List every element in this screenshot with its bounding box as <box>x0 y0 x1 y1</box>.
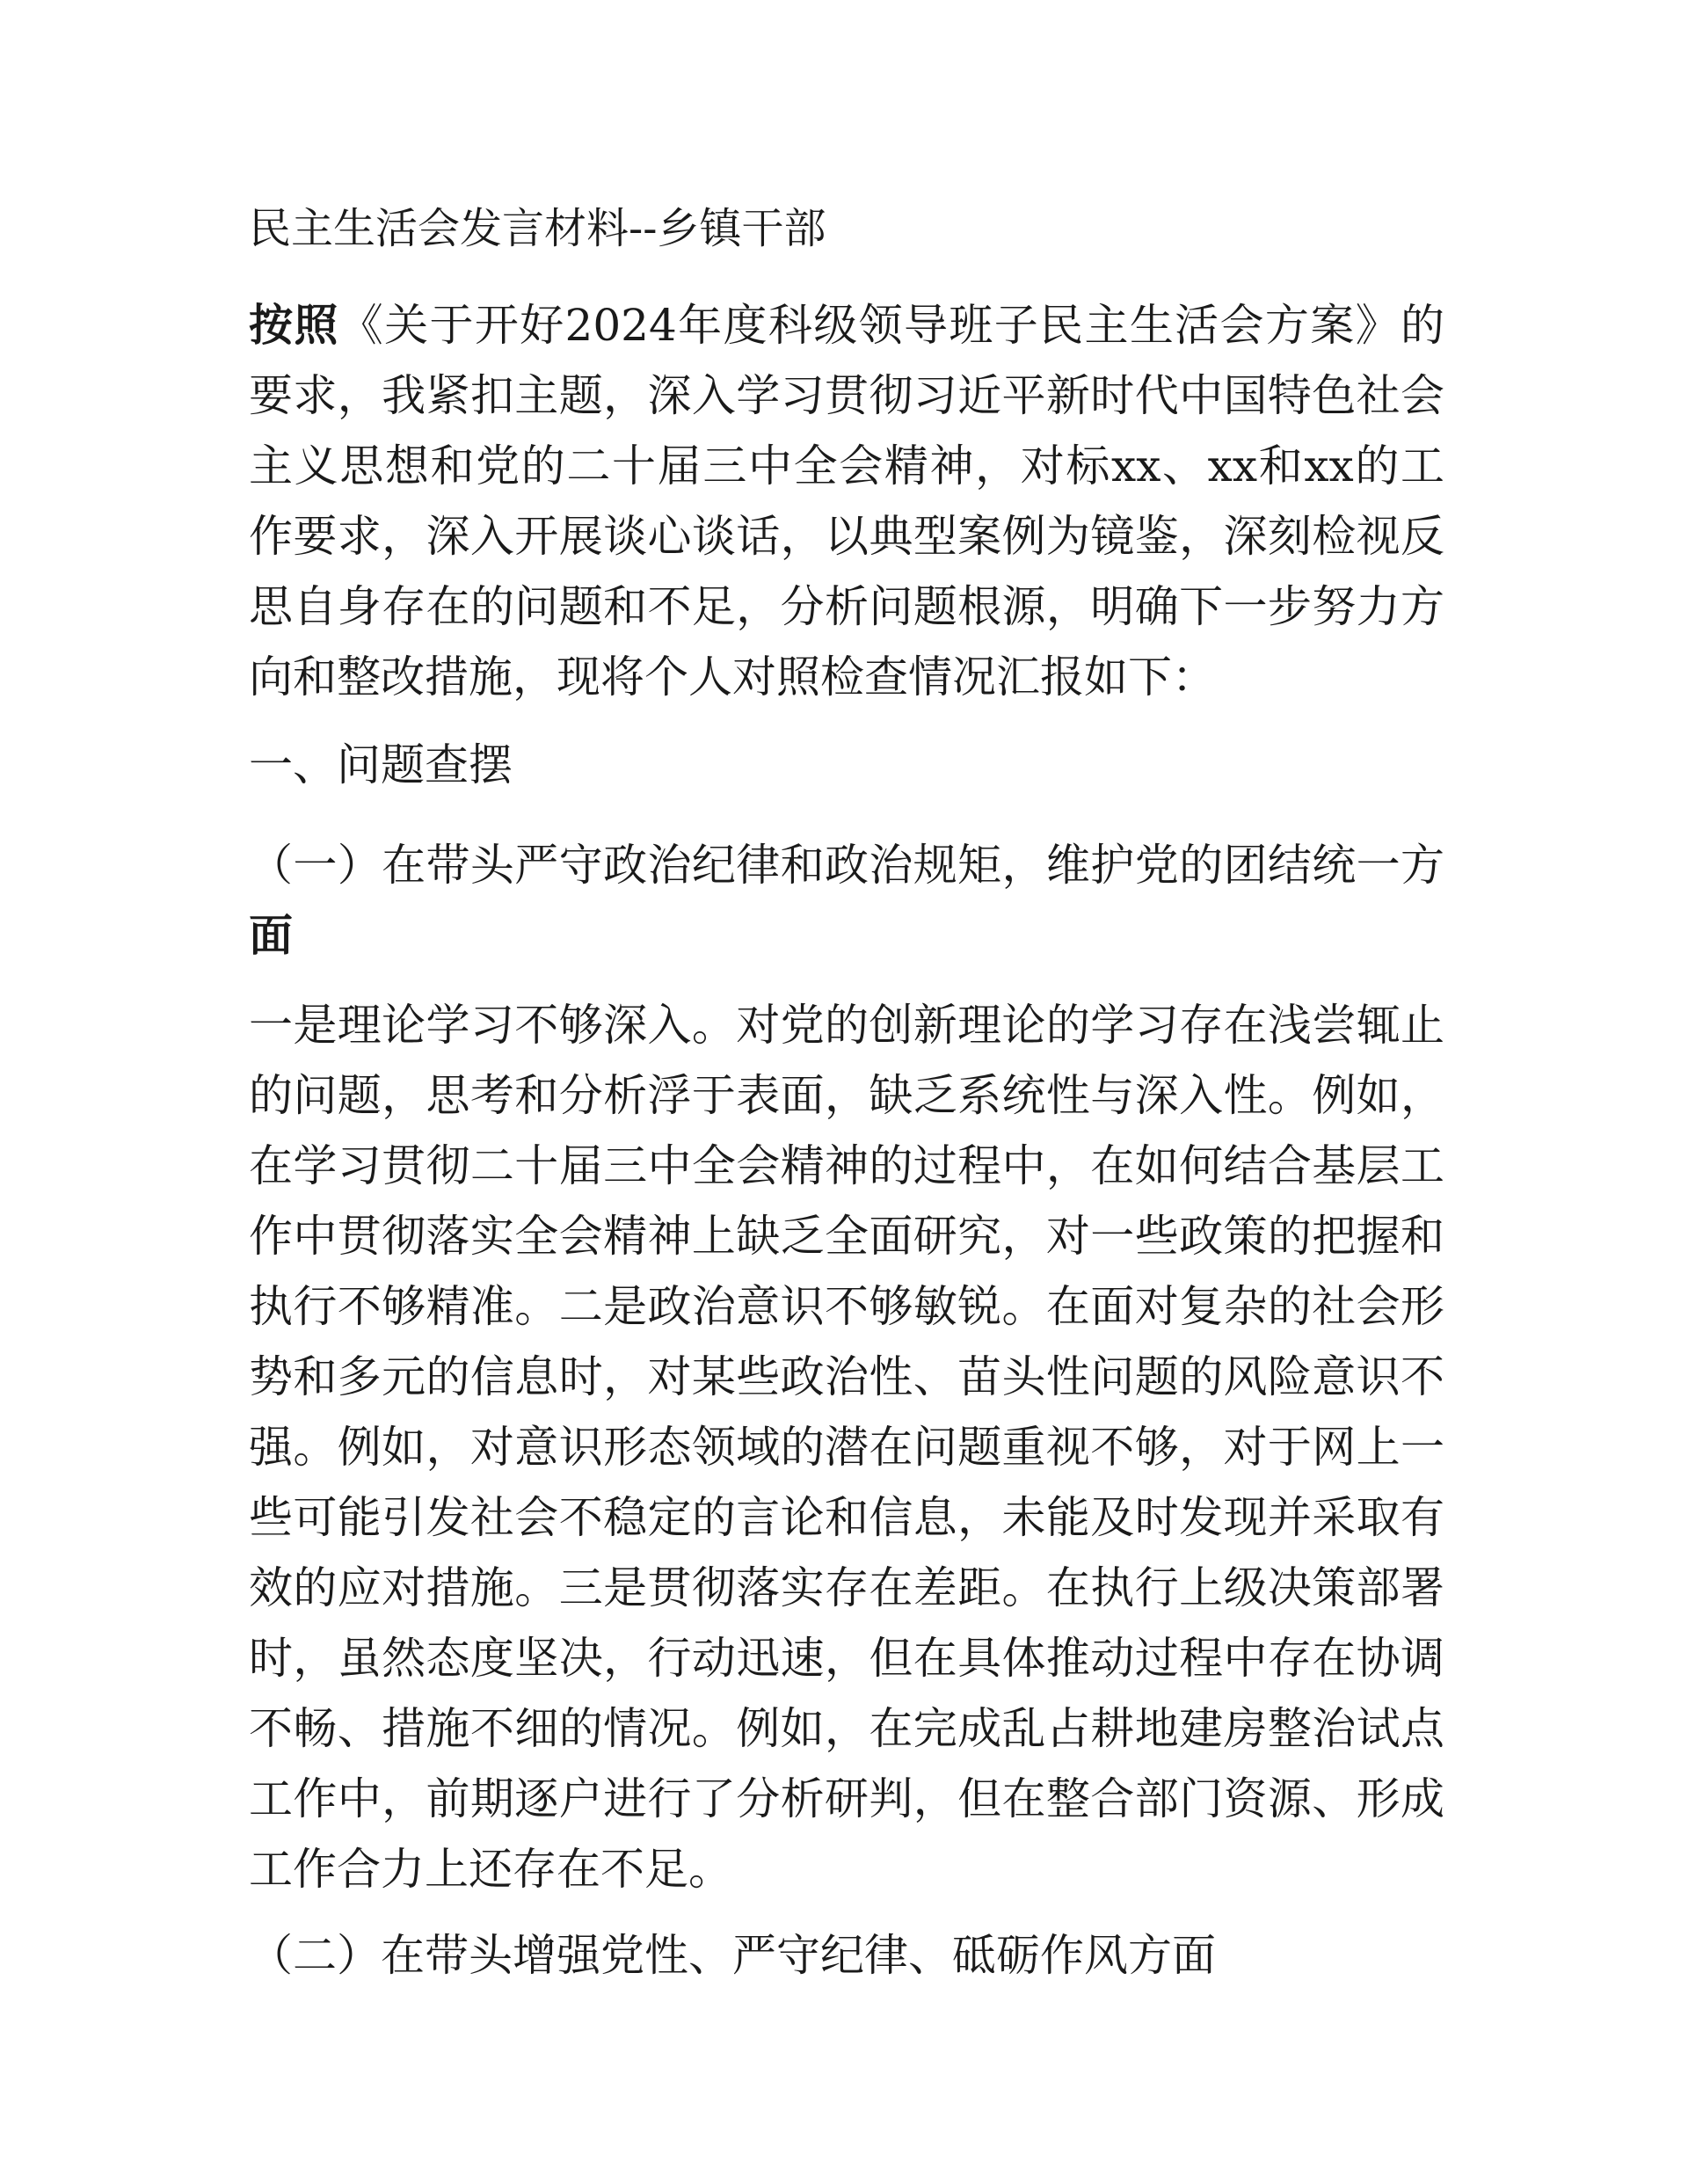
document-title: 民主生活会发言材料--乡镇干部 <box>249 204 826 253</box>
intro-body-text: 《关于开好2024年度科级领导班子民主生活会方案》的要求，我紧扣主题，深入学习贯彻习近平新时代中国特色社会主义思想和党的二十届三中全会精神，对标xx、xx和xx的工作要求，深入开展谈心谈话，以典型案例为镜鉴，深刻检视反思自身存在的问题和不足，分析问题根源，明确下一步努力方向和整改措施，现将个人对照检查情况汇报如下： <box>249 300 1445 703</box>
intro-lead-text: 按照 <box>249 299 339 351</box>
subsection-1-body: 一是理论学习不够深入。对党的创新理论的学习存在浅尝辄止的问题，思考和分析浮于表面，缺乏系统性与深入性。例如，在学习贯彻二十届三中全会精神的过程中，在如何结合基层工作中贯彻落实全会精神上缺乏全面研究，对一些政策的把握和执行不够精准。二是政治意识不够敏锐。在面对复杂的社会形势和多元的信息时，对某些政治性、苗头性问题的风险意识不强。例如，对意识形态领域的潜在问题重视不够，对于网上一些可能引发社会不稳定的言论和信息，未能及时发现并采取有效的应对措施。三是贯彻落实存在差距。在执行上级决策部署时，虽然态度坚决，行动迅速，但在具体推动过程中存在协调不畅、措施不细的情况。例如，在完成乱占耕地建房整治试点工作中，前期逐户进行了分析研判，但在整合部门资源、形成工作合力上还存在不足。 <box>249 1000 1444 1895</box>
subsection-heading-1-tail: 面 <box>249 909 293 961</box>
section-heading-problems: 一、问题查摆 <box>249 739 513 790</box>
subsection-heading-1-main: （一）在带头严守政治纪律和政治规矩，维护党的团结统一方 <box>249 840 1444 891</box>
intro-paragraph <box>249 290 1444 712</box>
subsection-heading-2: （二）在带头增强党性、严守纪律、砥砺作风方面 <box>249 1930 1216 1981</box>
subsection-heading-1 <box>249 830 1444 971</box>
